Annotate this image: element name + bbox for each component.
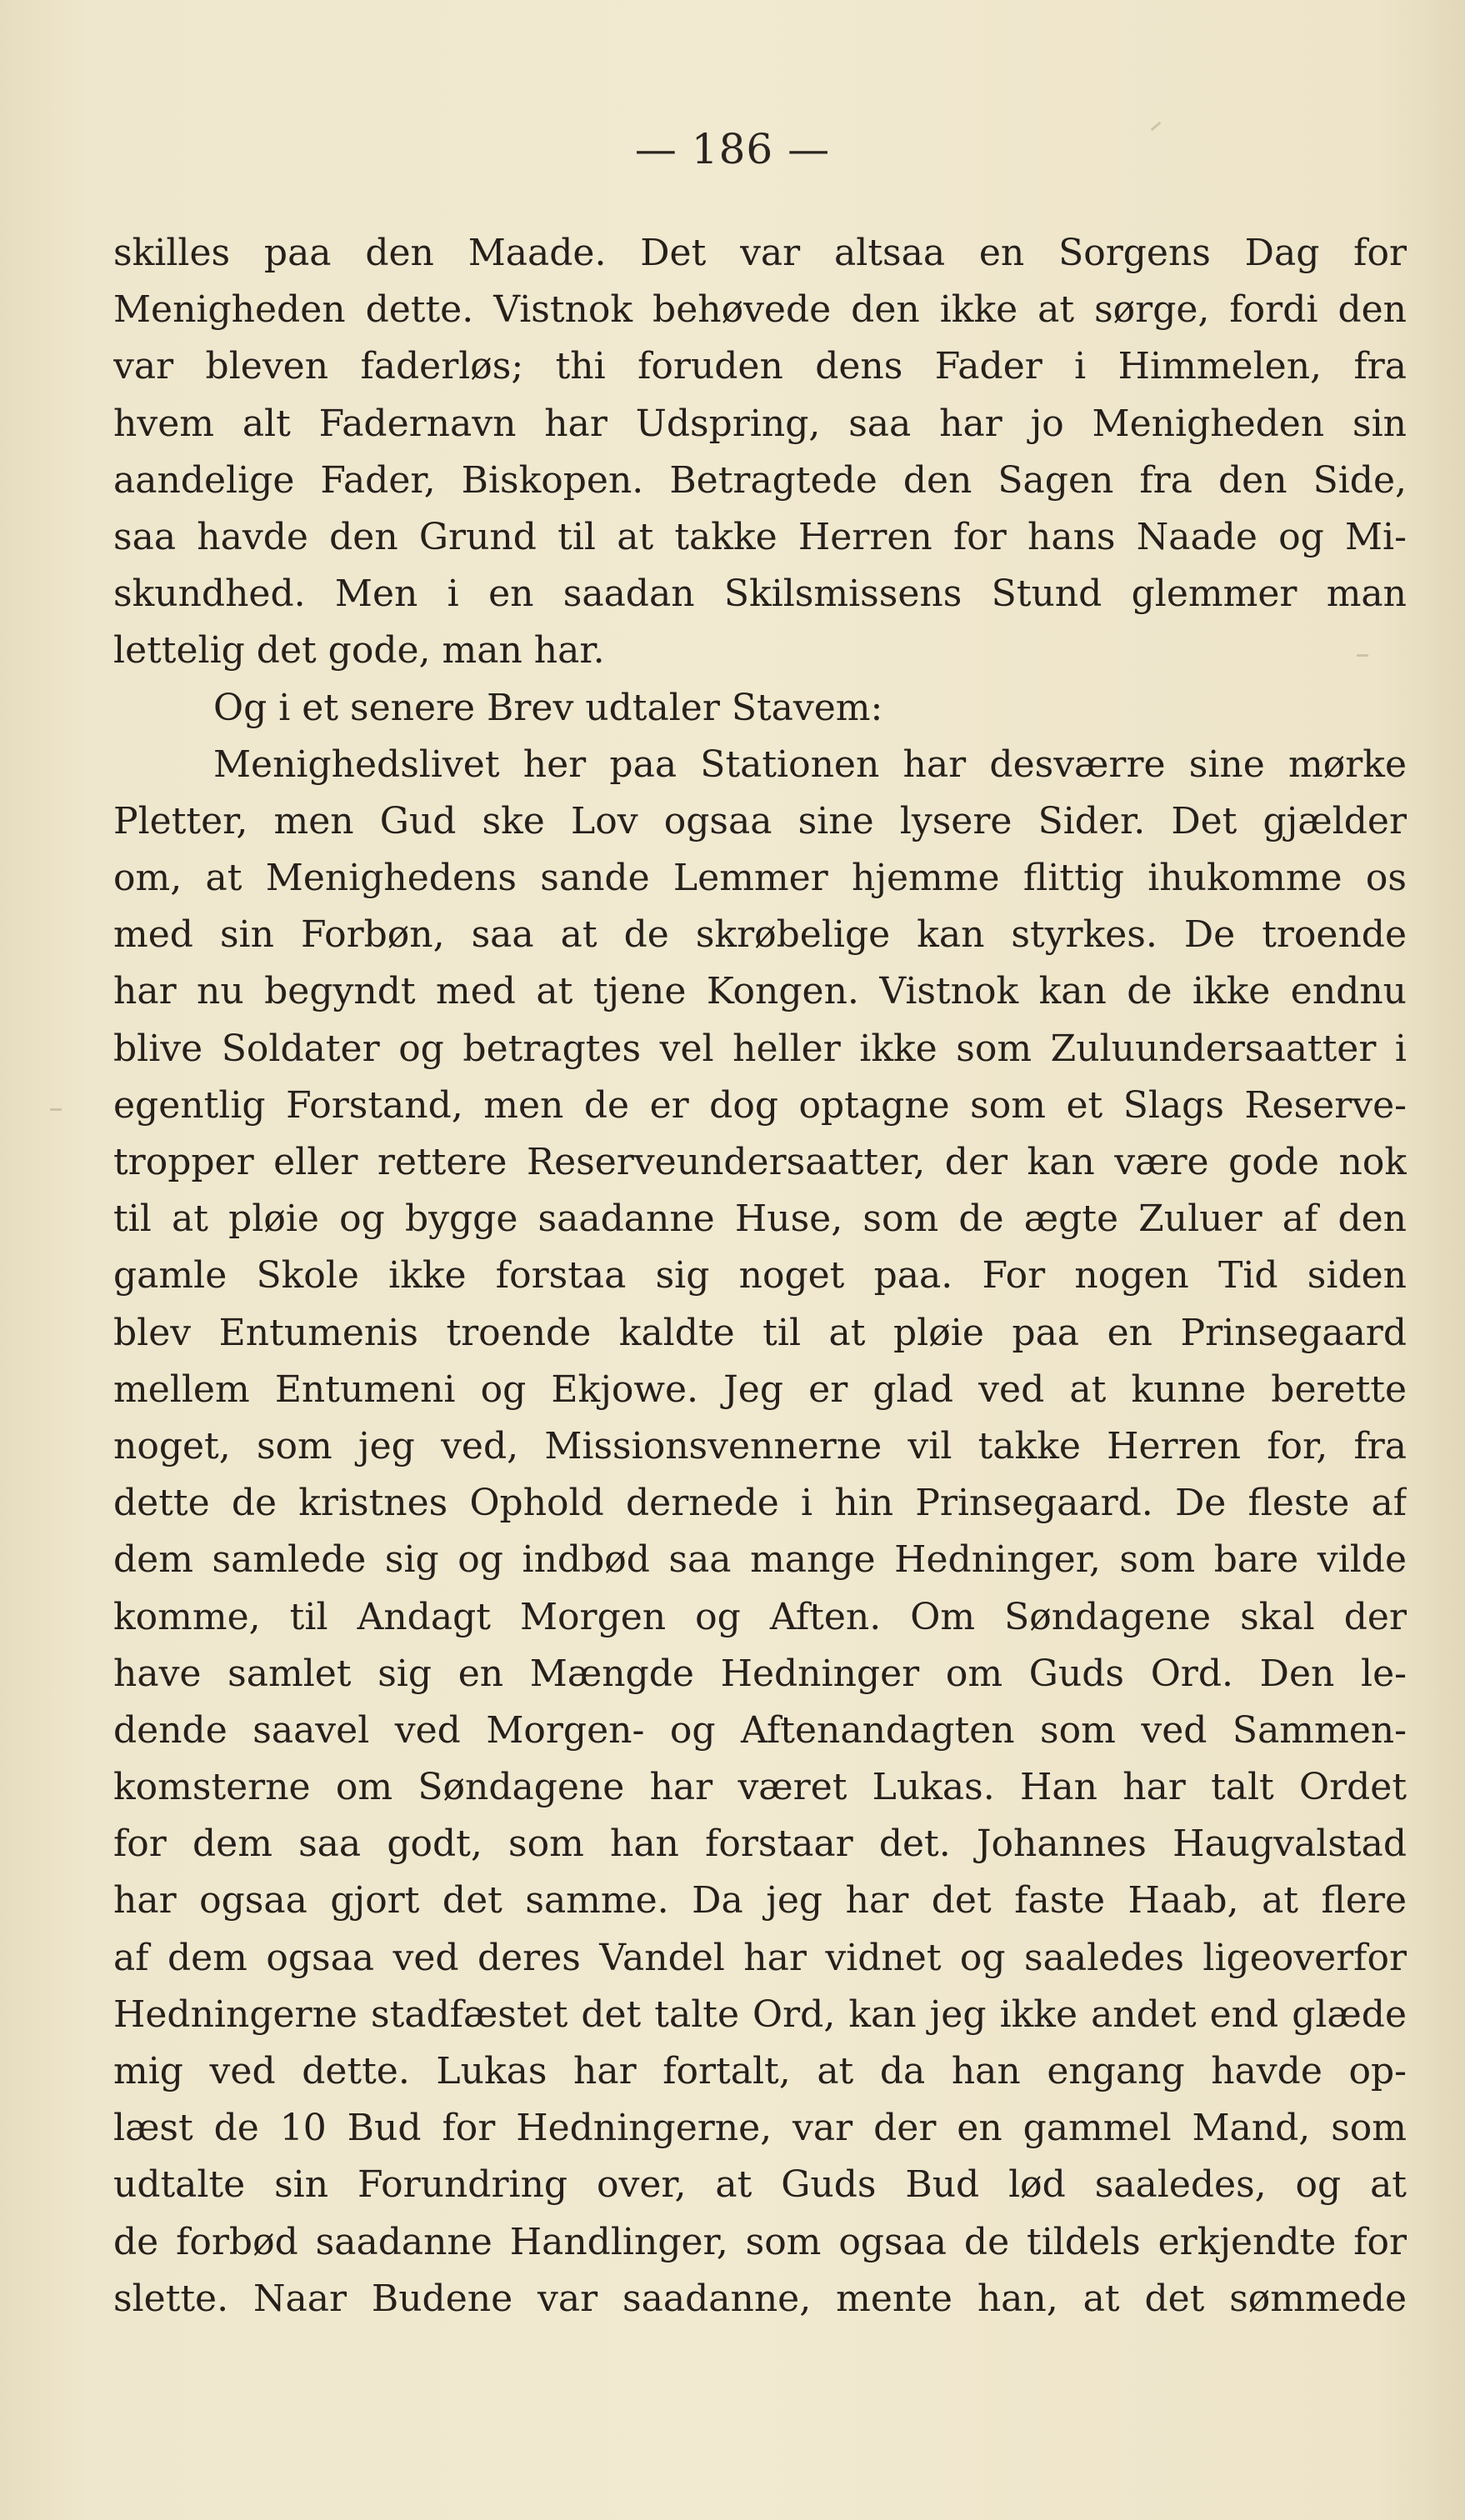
text-line: blev Entumenis troende kaldte til at pløie paa en Prinsegaard	[113, 1311, 1407, 1354]
text-line: har ogsaa gjort det samme. Da jeg har det faste Haab, at flere	[113, 1879, 1407, 1922]
text-line: saa havde den Grund til at takke Herren for hans Naade og Mi-	[113, 515, 1407, 558]
text-line: dem samlede sig og indbød saa mange Hedninger, som bare vilde	[113, 1538, 1407, 1582]
text-line: til at pløie og bygge saadanne Huse, som de ægte Zuluer af den	[113, 1198, 1407, 1241]
page-number: — 186 —	[634, 125, 831, 173]
text-line: Menigheden dette. Vistnok behøvede den ikke at sørge, fordi den	[113, 288, 1407, 332]
text-line: Og i et senere Brev udtaler Stavem:	[213, 686, 883, 729]
text-line: egentlig Forstand, men de er dog optagne som et Slags Reserve-	[113, 1083, 1407, 1127]
text-line: læst de 10 Bud for Hedningerne, var der en gammel Mand, som	[113, 2107, 1407, 2150]
text-line: Pletter, men Gud ske Lov ogsaa sine lysere Sider. Det gjælder	[113, 799, 1407, 842]
text-line: af dem ogsaa ved deres Vandel har vidnet og saaledes ligeoverfor	[113, 1936, 1407, 1979]
text-line: dende saavel ved Morgen- og Aftenandagten som ved Sammen-	[113, 1708, 1407, 1752]
text-line: slette. Naar Budene var saadanne, mente han, at det sømmede	[113, 2277, 1407, 2320]
text-line: skilles paa den Maade. Det var altsaa en Sorgens Dag for	[113, 232, 1407, 274]
text-line: hvem alt Fadernavn har Udspring, saa har jo Menigheden sin	[113, 402, 1407, 445]
text-line: gamle Skole ikke forstaa sig noget paa. For nogen Tid siden	[113, 1254, 1407, 1298]
text-line: Hedningerne stadfæstet det talte Ord, kan jeg ikke andet end glæde	[113, 1992, 1407, 2036]
text-line: blive Soldater og betragtes vel heller ikke som Zuluundersaatter i	[113, 1027, 1407, 1070]
text-line: om, at Menighedens sande Lemmer hjemme flittig ihukomme os	[113, 857, 1407, 900]
text-line: tropper eller rettere Reserveundersaatter, der kan være gode nok	[113, 1141, 1407, 1183]
text-line: aandelige Fader, Biskopen. Betragtede den Sagen fra den Side,	[113, 458, 1407, 502]
text-line: var bleven faderløs; thi foruden dens Fader i Himmelen, fra	[113, 345, 1407, 388]
text-line: de forbød saadanne Handlinger, som ogsaa de tildels erkjendte for	[113, 2220, 1407, 2263]
text-line: dette de kristnes Ophold dernede i hin Prinsegaard. De fleste af	[113, 1482, 1407, 1525]
text-line: lettelig det gode, man har.	[113, 629, 605, 672]
paper-speck	[1357, 654, 1368, 657]
text-line: komme, til Andagt Morgen og Aften. Om Søndagene skal der	[113, 1595, 1407, 1638]
body-text	[113, 225, 1407, 2328]
text-line: mig ved dette. Lukas har fortalt, at da han engang havde op-	[113, 2050, 1407, 2092]
text-line: mellem Entumeni og Ekjowe. Jeg er glad ved at kunne berette	[113, 1368, 1407, 1411]
text-line: udtalte sin Forundring over, at Guds Bud lød saaledes, og at	[113, 2163, 1407, 2207]
text-line: have samlet sig en Mængde Hedninger om Guds Ord. Den le-	[113, 1652, 1407, 1695]
text-line: Menighedslivet her paa Stationen har desværre sine mørke	[213, 742, 1407, 786]
text-line: komsterne om Søndagene har været Lukas. Han har talt Ordet	[113, 1766, 1407, 1809]
paper-speck	[50, 1108, 62, 1111]
text-line: har nu begyndt med at tjene Kongen. Vistnok kan de ikke endnu	[113, 970, 1407, 1013]
text-line: noget, som jeg ved, Missionsvennerne vil takke Herren for, fra	[113, 1424, 1407, 1468]
text-line: skundhed. Men i en saadan Skilsmissens Stund glemmer man	[113, 572, 1407, 616]
text-line: med sin Forbøn, saa at de skrøbelige kan styrkes. De troende	[113, 913, 1407, 957]
text-line: for dem saa godt, som han forstaar det. Johannes Haugvalstad	[113, 1822, 1407, 1866]
